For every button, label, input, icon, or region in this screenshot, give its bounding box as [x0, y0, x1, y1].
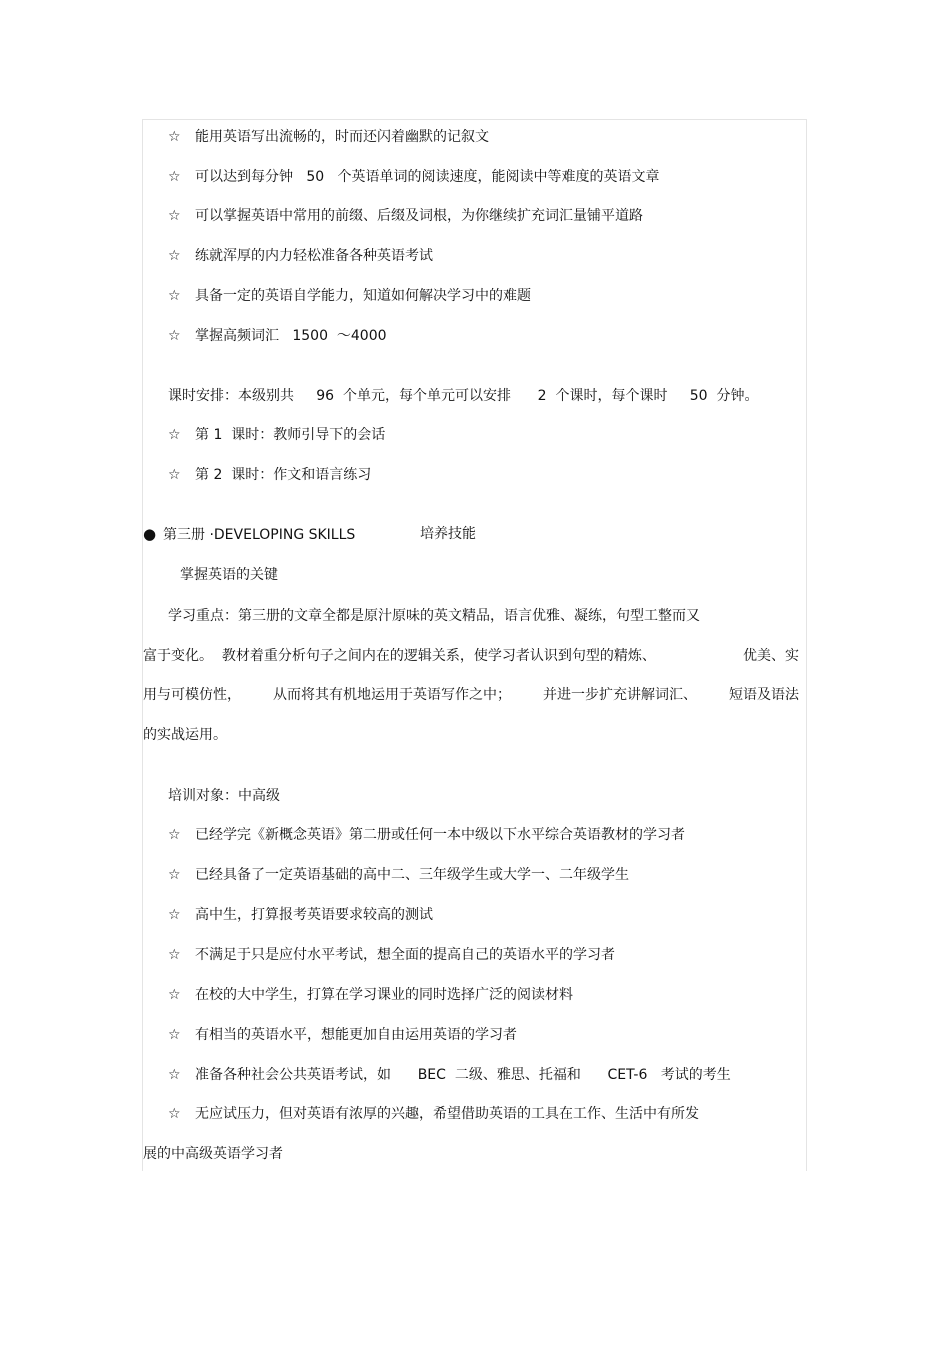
- section-subtitle: 掌握英语的关键: [180, 567, 278, 583]
- star-icon: ☆: [168, 1106, 181, 1122]
- lesson-item: ☆ 第 2 课时：作文和语言练习: [168, 467, 372, 483]
- content-frame-top: [142, 119, 807, 120]
- section-heading-cn: 培养技能: [420, 526, 476, 542]
- star-icon: ☆: [168, 947, 181, 963]
- content-frame-right: [806, 119, 807, 1171]
- bullet-icon: ●: [143, 525, 157, 543]
- star-icon: ☆: [168, 827, 181, 843]
- audience-item: ☆ 准备各种社会公共英语考试，如 BEC 二级、雅思、托福和 CET-6 考试的考生: [168, 1067, 731, 1083]
- focus-paragraph-line: 富于变化。 教材着重分析句子之间内在的逻辑关系，使学习者认识到句型的精炼、 优美、实: [143, 648, 799, 664]
- focus-paragraph-line: 的实战运用。: [143, 727, 227, 743]
- content-frame-left: [142, 119, 143, 1171]
- schedule-text: 课时安排：本级别共 96 个单元，每个单元可以安排 2 个课时，每个课时 50 分钟。: [168, 388, 759, 404]
- star-icon: ☆: [168, 427, 181, 443]
- audience-title: 培训对象：中高级: [168, 788, 280, 804]
- audience-item: ☆ 不满足于只是应付水平考试，想全面的提高自己的英语水平的学习者: [168, 947, 615, 963]
- section-heading: [143, 524, 355, 545]
- goal-item: ☆ 具备一定的英语自学能力，知道如何解决学习中的难题: [168, 288, 531, 304]
- star-icon: ☆: [168, 169, 181, 185]
- goal-item: ☆ 可以掌握英语中常用的前缀、后缀及词根，为你继续扩充词汇量铺平道路: [168, 208, 643, 224]
- focus-paragraph-line: 学习重点：第三册的文章全都是原汁原味的英文精品，语言优雅、凝练，句型工整而又: [168, 608, 700, 624]
- audience-item: ☆ 在校的大中学生，打算在学习课业的同时选择广泛的阅读材料: [168, 987, 573, 1003]
- star-icon: ☆: [168, 129, 181, 145]
- goal-item: ☆ 能用英语写出流畅的，时而还闪着幽默的记叙文: [168, 129, 489, 145]
- star-icon: ☆: [168, 907, 181, 923]
- audience-item: ☆ 无应试压力，但对英语有浓厚的兴趣，希望借助英语的工具在工作、生活中有所发: [168, 1106, 699, 1122]
- section-heading-title: 第三册 ·DEVELOPING SKILLS: [163, 527, 356, 543]
- star-icon: ☆: [168, 467, 181, 483]
- star-icon: ☆: [168, 1067, 181, 1083]
- star-icon: ☆: [168, 987, 181, 1003]
- audience-item: ☆ 高中生，打算报考英语要求较高的测试: [168, 907, 433, 923]
- audience-item: ☆ 已经学完《新概念英语》第二册或任何一本中级以下水平综合英语教材的学习者: [168, 827, 685, 843]
- lesson-item: ☆ 第 1 课时：教师引导下的会话: [168, 427, 386, 443]
- star-icon: ☆: [168, 1027, 181, 1043]
- star-icon: ☆: [168, 248, 181, 264]
- star-icon: ☆: [168, 867, 181, 883]
- goal-item: ☆ 练就浑厚的内力轻松准备各种英语考试: [168, 248, 433, 264]
- goal-item: ☆ 可以达到每分钟 50 个英语单词的阅读速度，能阅读中等难度的英语文章: [168, 169, 660, 185]
- star-icon: ☆: [168, 328, 181, 344]
- focus-paragraph-line: 用与可模仿性， 从而将其有机地运用于英语写作之中； 并进一步扩充讲解词汇、 短语及语法: [143, 687, 799, 703]
- audience-item: ☆ 已经具备了一定英语基础的高中二、三年级学生或大学一、二年级学生: [168, 867, 629, 883]
- star-icon: ☆: [168, 288, 181, 304]
- goal-item: ☆ 掌握高频词汇 1500 ～4000: [168, 328, 387, 344]
- star-icon: ☆: [168, 208, 181, 224]
- audience-item-continuation: 展的中高级英语学习者: [143, 1146, 283, 1162]
- audience-item: ☆ 有相当的英语水平，想能更加自由运用英语的学习者: [168, 1027, 517, 1043]
